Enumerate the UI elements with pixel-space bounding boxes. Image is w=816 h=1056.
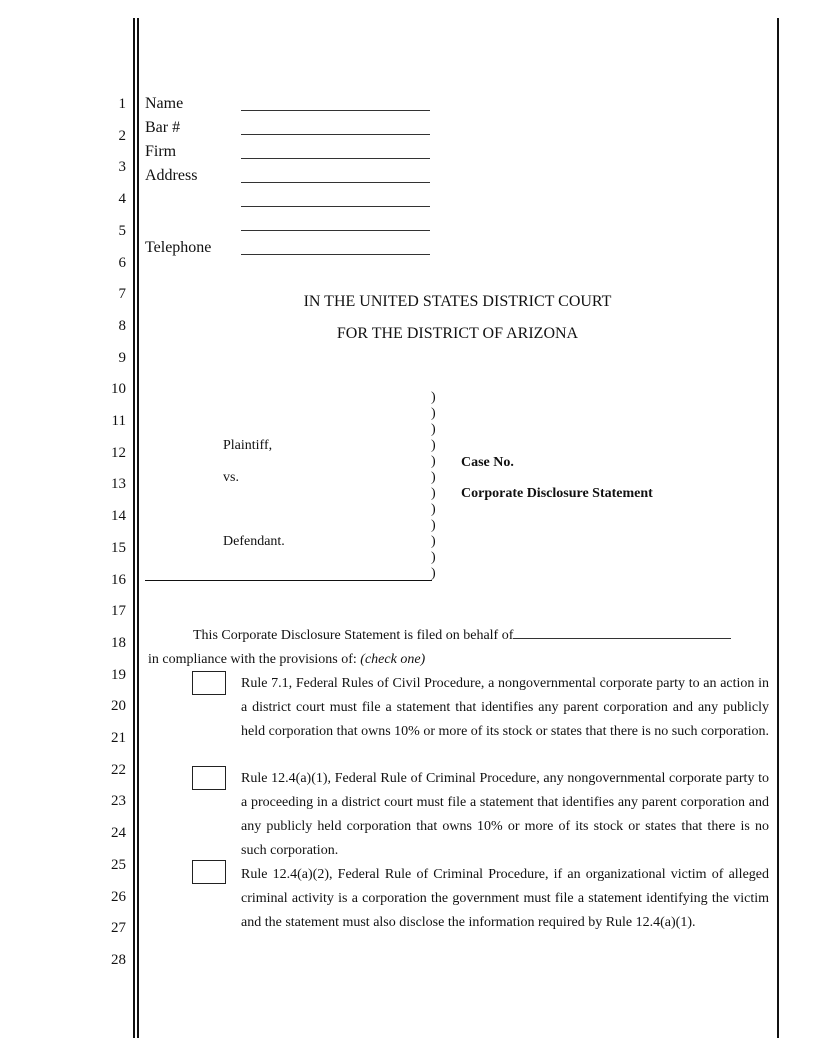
caption-paren: ) — [431, 518, 436, 533]
line-number: 12 — [111, 444, 126, 461]
line-number: 18 — [111, 634, 126, 651]
caption-paren: ) — [431, 502, 436, 517]
firm-label: Firm — [145, 143, 177, 160]
case-number-label: Case No. — [461, 455, 514, 470]
address-field-3[interactable] — [241, 230, 430, 231]
caption-paren: ) — [431, 422, 436, 437]
caption-paren: ) — [431, 390, 436, 405]
caption-paren: ) — [431, 470, 436, 485]
line-number: 3 — [118, 159, 126, 176]
document-title: Corporate Disclosure Statement — [461, 486, 653, 501]
rule-7-1-text: Rule 7.1, Federal Rules of Civil Procedure, a nongovernmental corporate party to an action in a district court must file a statement that identifies any parent corporation and any publicly held corporation that owns 10% or more of its stock or states that there is no such corporation. — [241, 676, 769, 739]
court-title-line-1: IN THE UNITED STATES DISTRICT COURT — [303, 293, 612, 310]
rule-7-1-checkbox[interactable] — [192, 671, 226, 695]
bar-number-label: Bar # — [145, 119, 181, 136]
check-one-instruction: (check one) — [360, 652, 426, 667]
line-number: 2 — [118, 127, 126, 144]
caption-bottom-rule — [145, 580, 432, 581]
rule-12-4-a-1-checkbox[interactable] — [192, 766, 226, 790]
intro-text — [193, 624, 773, 648]
line-number: 19 — [111, 666, 126, 683]
telephone-field[interactable] — [241, 254, 430, 255]
line-number: 7 — [118, 286, 126, 303]
caption-paren: ) — [431, 534, 436, 549]
line-number: 27 — [111, 920, 126, 937]
line-number: 11 — [111, 413, 126, 429]
firm-field[interactable] — [241, 158, 430, 159]
line-number: 6 — [118, 254, 126, 271]
address-label: Address — [145, 167, 198, 184]
line-number: 4 — [118, 191, 126, 208]
right-margin-rule — [777, 18, 779, 1038]
rule-12-4-a-2-checkbox[interactable] — [192, 860, 226, 884]
name-label: Name — [145, 95, 184, 112]
intro-sentence: This Corporate Disclosure Statement is filed on behalf of — [193, 628, 514, 643]
rule-12-4-a-2-text: Rule 12.4(a)(2), Federal Rule of Criminal Procedure, if an organizational victim of alleged criminal activity is a corporation the government must file a statement identifying the victim and the statement must also disclose the information required by Rule 12.4(a)(1). — [241, 867, 769, 930]
line-number: 16 — [111, 571, 126, 588]
line-number: 28 — [111, 951, 126, 968]
line-number: 22 — [111, 761, 126, 778]
defendant-label: Defendant. — [223, 534, 285, 549]
address-field-1[interactable] — [241, 182, 430, 183]
line-number: 25 — [111, 856, 126, 873]
court-title-line-2: FOR THE DISTRICT OF ARIZONA — [336, 325, 579, 342]
rule-12-4-a-1-text: Rule 12.4(a)(1), Federal Rule of Criminal Procedure, any nongovernmental corporate party to a proceeding in a district court must file a statement that identifies any parent corporation and any publicly held corporation that owns 10% or more of its stock or states that there is no such corporation. — [241, 771, 769, 858]
intro-continuation — [148, 648, 425, 672]
line-number: 1 — [118, 96, 126, 112]
name-field[interactable] — [241, 110, 430, 111]
line-number: 17 — [111, 603, 126, 620]
caption-paren: ) — [431, 566, 436, 581]
caption-paren: ) — [431, 486, 436, 501]
line-number: 9 — [118, 349, 126, 366]
telephone-label: Telephone — [145, 239, 212, 256]
line-number: 10 — [111, 381, 126, 398]
left-margin-rule-outer — [133, 18, 135, 1038]
line-number: 14 — [111, 508, 126, 525]
line-number: 21 — [111, 730, 126, 746]
intro-continuation-text: in compliance with the provisions of: — [148, 652, 357, 667]
filing-party-field[interactable] — [513, 624, 731, 639]
left-margin-rule-inner — [137, 18, 139, 1038]
address-field-2[interactable] — [241, 206, 430, 207]
versus-label: vs. — [223, 470, 239, 485]
line-number: 8 — [118, 317, 126, 334]
caption-paren: ) — [431, 550, 436, 565]
line-number: 26 — [111, 888, 126, 905]
line-number: 24 — [111, 825, 126, 842]
line-number: 13 — [111, 476, 126, 493]
bar-number-field[interactable] — [241, 134, 430, 135]
line-number: 15 — [111, 539, 126, 556]
line-number: 20 — [111, 698, 126, 715]
caption-paren: ) — [431, 438, 436, 453]
caption-paren: ) — [431, 454, 436, 469]
line-number: 5 — [118, 222, 126, 239]
plaintiff-label: Plaintiff, — [223, 438, 273, 453]
caption-paren: ) — [431, 406, 436, 421]
line-number: 23 — [111, 793, 126, 810]
